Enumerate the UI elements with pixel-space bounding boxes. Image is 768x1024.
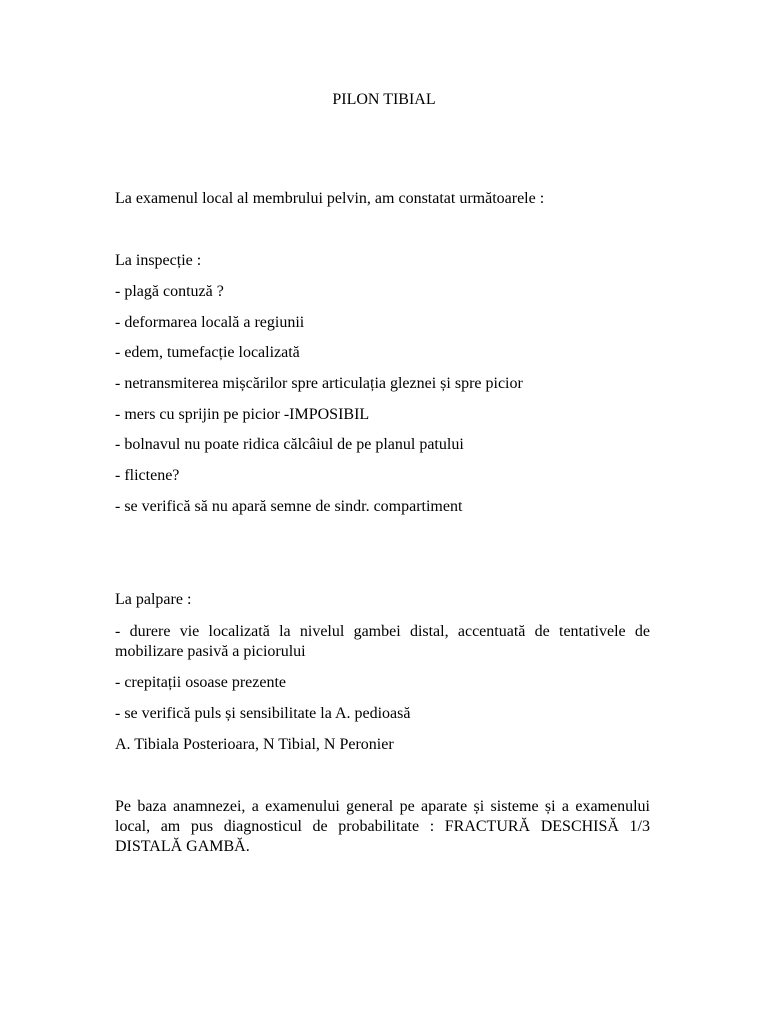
- inspection-item: - mers cu sprijin pe picior -IMPOSIBIL: [115, 406, 370, 423]
- inspection-item: - netransmiterea mișcărilor spre articulația gleznei și spre picior: [115, 375, 523, 392]
- palpation-item: - crepitații osoase prezente: [115, 674, 287, 691]
- palpation-item: A. Tibiala Posterioara, N Tibial, N Peronier: [115, 736, 394, 753]
- inspection-item: - edem, tumefacție localizată: [115, 344, 300, 361]
- conclusion-paragraph: Pe baza anamnezei, a examenului general pe aparate și sisteme și a examenului local, am pus diagnosticul de probabilitate : FRACTURĂ DESCHISĂ 1/3 DISTALĂ GAMBĂ.: [115, 798, 650, 855]
- inspection-item: - flictene?: [115, 467, 180, 484]
- palpation-item: - se verifică puls și sensibilitate la A. pedioasă: [115, 705, 411, 722]
- intro-paragraph: La examenul local al membrului pelvin, am constatat următoarele :: [115, 190, 545, 207]
- palpation-heading: La palpare :: [115, 591, 192, 608]
- document-title: PILON TIBIAL: [332, 91, 436, 108]
- palpation-pain-item: - durere vie localizată la nivelul gambei distal, accentuată de tentativele de mobilizare pasivă a piciorului: [115, 623, 650, 660]
- inspection-item: - plagă contuză ?: [115, 283, 224, 300]
- inspection-item: - deformarea locală a regiunii: [115, 314, 305, 331]
- inspection-item: - bolnavul nu poate ridica călcâiul de pe planul patului: [115, 436, 464, 453]
- inspection-item: - se verifică să nu apară semne de sindr. compartiment: [115, 498, 463, 515]
- inspection-heading: La inspecție :: [115, 252, 202, 269]
